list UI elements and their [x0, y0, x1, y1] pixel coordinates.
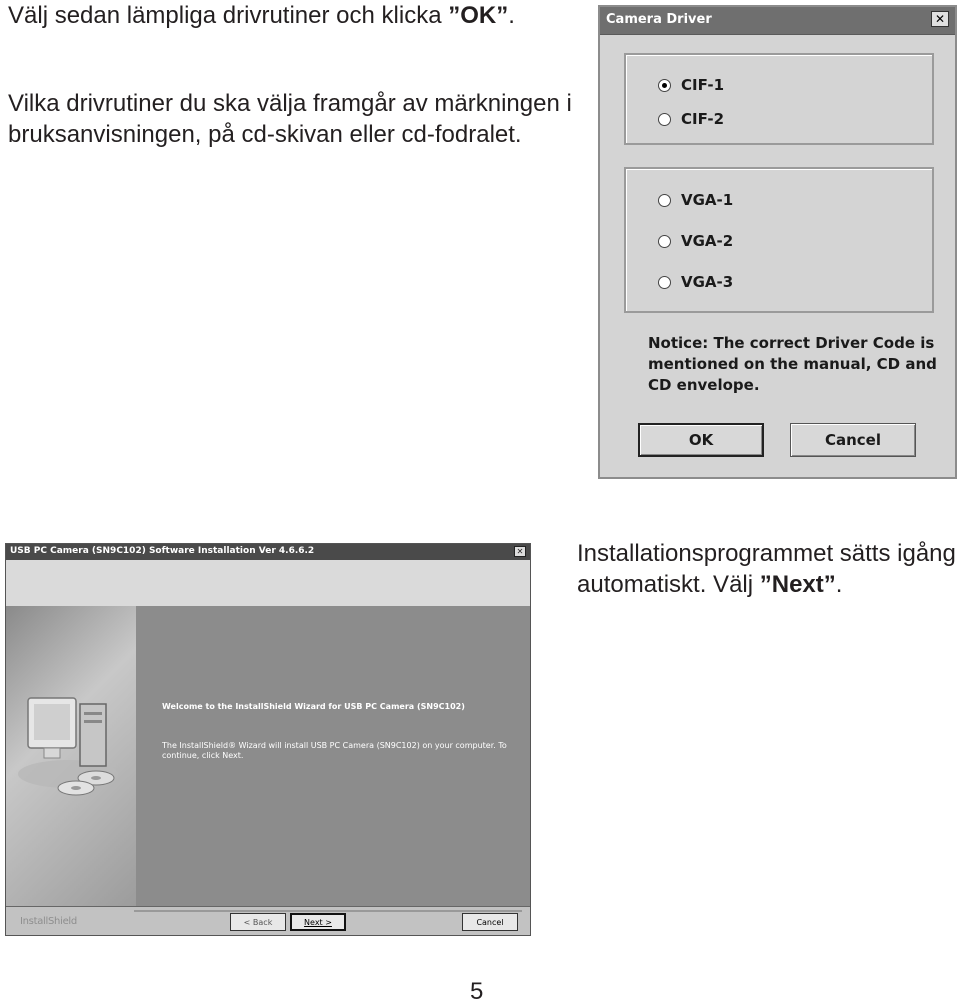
radio-label: CIF-1 [681, 76, 725, 94]
instruction-click-next [577, 538, 957, 600]
instruction-text: Installationsprogrammet sätts igång automatiskt. Välj [577, 540, 956, 598]
instruction-select-driver [8, 0, 598, 31]
installer-title: USB PC Camera (SN9C102) Software Installation Ver 4.6.6.2 [10, 546, 315, 556]
radio-icon [658, 276, 671, 289]
cancel-button[interactable]: Cancel [462, 913, 518, 931]
radio-cif-1[interactable] [658, 76, 724, 94]
divider [134, 910, 522, 912]
installer-button-bar [6, 906, 530, 935]
radio-vga-2[interactable] [658, 232, 733, 250]
installer-header-band [6, 560, 530, 607]
radio-label: VGA-3 [681, 273, 734, 291]
instruction-period: . [508, 2, 515, 29]
radio-label: VGA-1 [681, 191, 734, 209]
radio-selected-icon [658, 79, 671, 92]
dialog-titlebar [600, 7, 955, 35]
ok-emphasis: ”OK” [448, 2, 509, 29]
radio-label: CIF-2 [681, 110, 725, 128]
back-button[interactable]: < Back [230, 913, 286, 931]
welcome-heading: Welcome to the InstallShield Wizard for USB PC Camera (SN9C102) [162, 702, 465, 711]
radio-icon [658, 194, 671, 207]
vga-driver-group [624, 167, 934, 313]
instruction-period: . [835, 571, 843, 598]
installer-main-panel [136, 606, 530, 906]
radio-icon [658, 235, 671, 248]
page-number: 5 [470, 978, 484, 1005]
radio-icon [658, 113, 671, 126]
next-button[interactable]: Next > [290, 913, 346, 931]
camera-driver-dialog [598, 5, 957, 479]
driver-notice: Notice: The correct Driver Code is mentioned on the manual, CD and CD envelope. [648, 334, 937, 394]
cif-driver-group [624, 53, 934, 145]
radio-vga-3[interactable] [658, 273, 733, 291]
radio-vga-1[interactable] [658, 191, 733, 209]
radio-cif-2[interactable] [658, 110, 724, 128]
welcome-body: The InstallShield® Wizard will install USB PC Camera (SN9C102) on your computer. To continue, click Next. [162, 741, 507, 760]
close-icon[interactable]: ✕ [931, 11, 949, 27]
ok-button[interactable]: OK [638, 423, 764, 457]
close-icon[interactable]: ✕ [514, 546, 526, 557]
next-emphasis: ”Next” [759, 571, 836, 598]
installer-side-graphic [6, 606, 136, 906]
instruction-text: Välj sedan lämpliga drivrutiner och klicka [8, 2, 449, 29]
radio-label: VGA-2 [681, 232, 734, 250]
installer-titlebar [6, 544, 530, 560]
instruction-which-driver: Vilka drivrutiner du ska välja framgår av märkningen i bruksanvisningen, på cd-skivan eller cd-fodralet. [8, 90, 572, 148]
installer-window [5, 543, 531, 936]
installshield-logo: InstallShield [20, 916, 77, 927]
cancel-button[interactable]: Cancel [790, 423, 916, 457]
dialog-title: Camera Driver [606, 12, 712, 27]
computer-icon [6, 606, 136, 906]
